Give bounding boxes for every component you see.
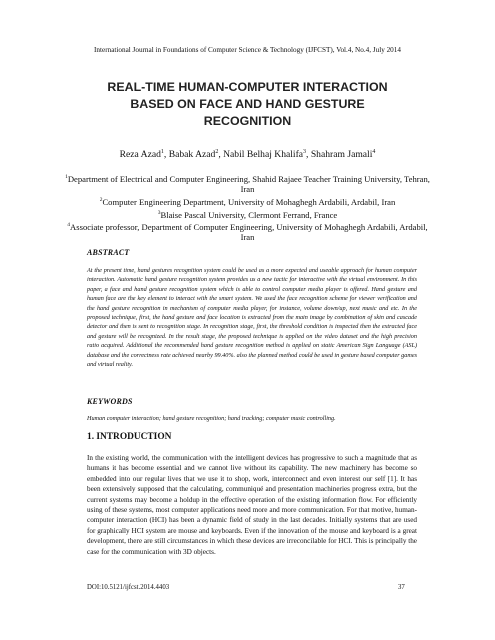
author-name: Nabil Belhaj Khalifa [223,149,304,161]
affiliation-sup: 2 [99,197,103,204]
author-name: Babak Azad [168,149,216,161]
section-heading-introduction: 1. INTRODUCTION [87,432,172,442]
affiliation-text: Associate professor, Department of Computer Engineering, University of Mohaghegh Ardabili, Ardabil, Iran [70,221,428,243]
author-sup: 2 [215,149,219,155]
keywords-body: Human computer interaction; hand gesture recognition; hand tracking; computer music controlling. [87,415,336,422]
affiliation-sup: 3 [157,209,161,216]
affiliation-list [60,172,435,243]
journal-header: International Journal in Foundations of Computer Science & Technology (IJFCST), Vol.4, No.4, July 2014 [94,46,401,54]
introduction-body: In the existing world, the communication with the intelligent devices has progressive to such a magnitude that as humans it has become essential and we cannot live without its capability. The new machinery has become so embedded into our regular lives that we use it to shop, work, interconnect and even interest our self [1]. It has been extensively supposed that the calculating, communiqué and presentation machineries progress extra, but the current systems may become a holdup in the effective operation of the existing information flow. For efficiently using of these systems, most computer applications need more and more communication. For that motive, human-computer interaction (HCI) has been a dynamic field of study in the last decades. Initially systems that are used for graphically HCI system are mouse and keyboards. Even if the innovation of the mouse and keyboard is a great development, there are still circumstances in which these devices are irreconcilable for HCI. This is principally the case for the communication with 3D objects. [87,454,417,556]
author-sup: 1 [160,149,164,155]
affiliation-item [60,172,435,195]
paper-title [60,79,435,130]
affiliation-sup: 1 [65,174,68,180]
keywords-heading: KEYWORDS [87,397,133,406]
title-line-3: RECOGNITION [203,114,292,128]
affiliation-text: Computer Engineering Department, University of Mohaghegh Ardabili, Ardabil, Iran [102,196,396,207]
affiliation-item [60,195,435,207]
affiliation-sup: 4 [67,221,71,228]
affiliation-text: Blaise Pascal University, Clermont Ferrand, France [160,209,338,220]
affiliation-item [60,208,435,220]
title-line-2: BASED ON FACE AND HAND GESTURE [130,97,365,111]
page-number: 37 [398,584,405,591]
affiliation-text: Department of Electrical and Computer Engineering, Shahid Rajaee Teacher Training University, Tehran, Iran [67,173,430,195]
author-list: Reza Azad$^1$, Babak Azad$^2$, Nabil Belhaj Khalifa$^3$, Shahram Jamali$^4$ [119,149,376,161]
abstract-heading: ABSTRACT [87,248,130,257]
author-sup: 4 [372,149,376,155]
title-line-1: REAL-TIME HUMAN-COMPUTER INTERACTION [107,80,388,94]
author-name: Shahram Jamali [310,149,373,161]
footer-doi: DOI:10.5121/ijfcst.2014.4403 [87,584,170,591]
abstract-body: At the present time, hand gestures recognition system could be used as a more expected and useable approach for human computer interaction. Automatic hand gesture recognition system provides us a new tactic for interactive with the virtual environment. In this paper, a face and hand gesture recognition system which is able to control computer media player is offered. Hand gesture and human face are the key element to interact with the smart system. We used the face recognition scheme for viewer verification and the hand gesture recognition in mechanism of computer media player, for instance, volume down/up, next music and etc. In the proposed technique, first, the hand gesture and face location is extracted from the main image by combination of skin and cascade detector and then is sent to recognition stage. In recognition stage, first, the threshold condition is inspected then the extracted face and gesture will be recognized. In the result stage, the proposed technique is applied on the video dataset and the high precision ratio acquired. Additional the recommended hand gesture recognition method is applied on static American Sign Language (ASL) database and the correctness rate achieved nearby 99.40%. also the planned method could be used in gesture based computer games and virtual reality. [87,267,417,369]
affiliation-item [60,220,435,243]
author-sup: 3 [303,149,307,155]
author-name: Reza Azad [119,149,161,161]
